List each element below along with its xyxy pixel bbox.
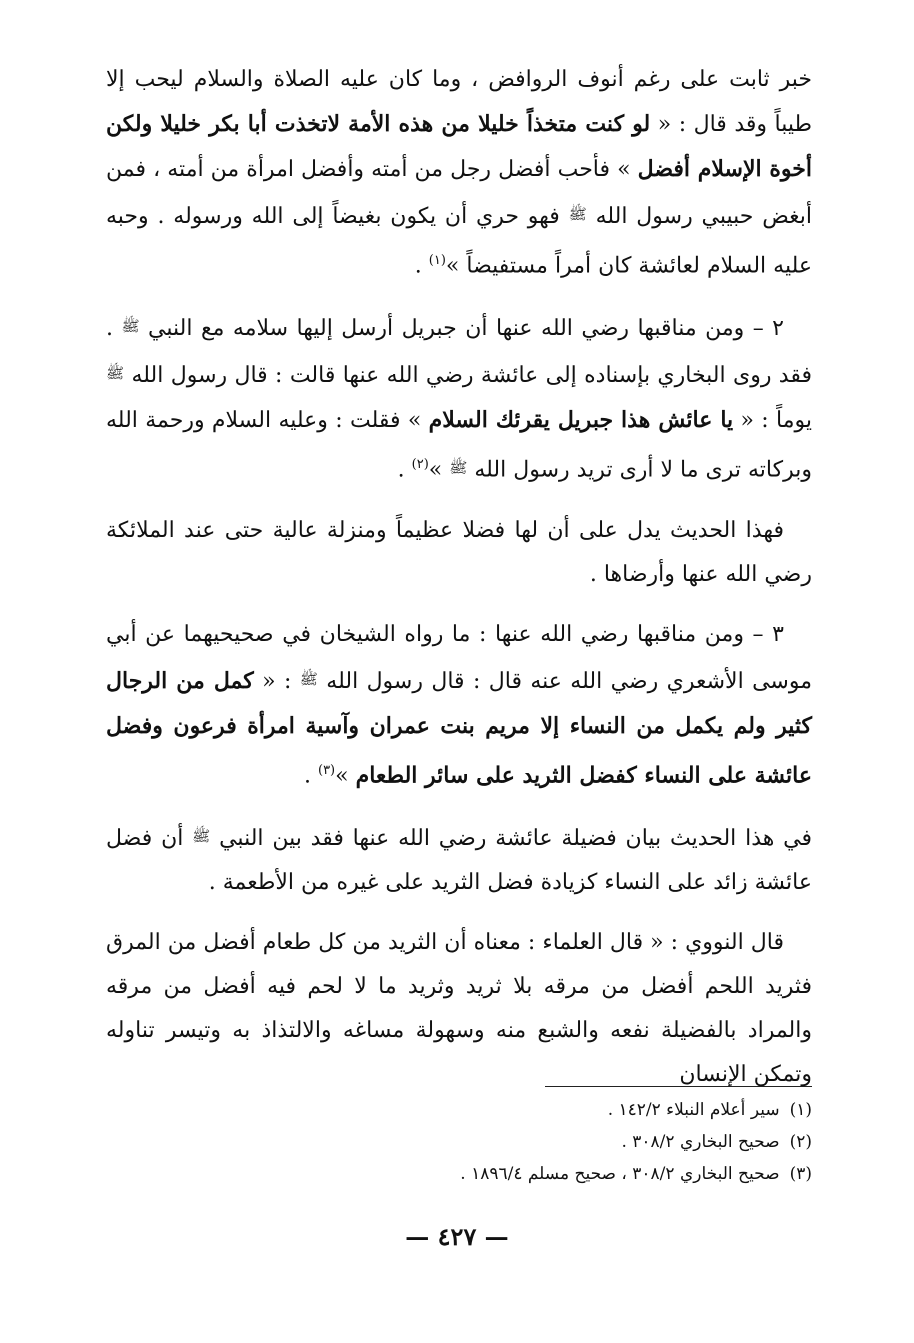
page-body	[106, 58, 812, 1097]
footnote-text: صحيح البخاري ٣٠٨/٢ ، صحيح مسلم ١٨٩٦/٤ .	[460, 1164, 780, 1184]
footnote-separator	[545, 1086, 812, 1087]
text: »	[428, 457, 450, 483]
footnotes	[300, 1094, 812, 1190]
text: يوماً : «	[733, 408, 813, 434]
text: .	[303, 762, 318, 788]
salawat-ligature: ﷺ	[121, 317, 140, 336]
footnote-text: صحيح البخاري ٣٠٨/٢ .	[621, 1132, 780, 1152]
hadith-quote: لو كنت متخذاً خليلا من هذه الأمة لاتخذت أبا بكر خليلا ولكن أخوة الإسلام أفضل	[106, 111, 812, 182]
footnote-text: سير أعلام النبلاء ١٤٢/٢ .	[607, 1100, 780, 1120]
hadith-quote: كمل من الرجال كثير ولم يكمل من النساء إلا مريم بنت عمران وآسية امرأة فرعون وفضل عائشة على النساء كفضل الثريد على سائر الطعام	[106, 667, 812, 788]
footnote-ref: (٣)	[317, 762, 336, 778]
footnote-1	[300, 1094, 812, 1126]
salawat-ligature: ﷺ	[192, 826, 211, 845]
salawat-ligature: ﷺ	[568, 205, 587, 223]
text: » فأحب أفضل رجل من أمته وأفضل امرأة من أمته ، فمن أبغض حبيبي رسول الله	[106, 157, 812, 229]
footnote-number: (١)	[789, 1100, 812, 1120]
paragraph-2	[106, 304, 812, 492]
text: ٣ – ومن مناقبها رضي الله عنها : ما رواه الشيخان في صحيحيهما عن أبي موسى الأشعري رضي الله عنه قال : قال رسول الله	[106, 621, 812, 694]
footnote-number: (٢)	[789, 1132, 812, 1152]
text: فهو حري أن يكون بغيضاً إلى الله ورسوله . وحبه عليه السلام لعائشة كان أمراً مستفيضاً »	[106, 204, 812, 279]
text: » فقلت : وعليه السلام ورحمة الله وبركاته ترى ما لا أرى تريد رسول الله	[106, 408, 812, 483]
hadith-quote: يا عائش هذا جبريل يقرئك السلام	[428, 407, 734, 434]
footnote-number: (٣)	[789, 1164, 812, 1184]
text: .	[414, 253, 429, 279]
text: في هذا الحديث بيان فضيلة عائشة رضي الله عنها فقد بين النبي	[210, 825, 813, 851]
footnote-2	[300, 1126, 812, 1158]
page-number: — ٤٢٧ —	[405, 1222, 509, 1251]
text: . فقد روى البخاري بإسناده إلى عائشة رضي الله عنها قالت : قال رسول الله	[106, 316, 812, 389]
salawat-ligature: ﷺ	[106, 364, 125, 383]
paragraph-5	[106, 814, 812, 905]
salawat-ligature: ﷺ	[449, 458, 468, 477]
text: : «	[253, 668, 300, 694]
text: خبر ثابت على رغم أنوف الروافض ، وما كان عليه الصلاة والسلام ليحب إلا طيباً وقد قال : «	[106, 67, 812, 137]
footnote-ref: (٢)	[411, 457, 429, 473]
text: »	[335, 762, 356, 788]
paragraph-4	[106, 613, 812, 798]
paragraph-3: فهذا الحديث يدل على أن لها فضلا عظيماً ومنزلة عالية حتى عند الملائكة رضي الله عنها وأرضاها .	[106, 517, 812, 587]
footnote-3	[300, 1158, 812, 1190]
footnote-ref: (١)	[428, 253, 446, 268]
text: .	[397, 457, 412, 483]
text: أن فضل عائشة زائد على النساء كزيادة فضل الثريد على غيره من الأطعمة .	[106, 825, 812, 895]
salawat-ligature: ﷺ	[299, 669, 318, 688]
paragraph-1	[106, 58, 812, 288]
text: ٢ – ومن مناقبها رضي الله عنها أن جبريل أرسل إليها سلامه مع النبي	[139, 316, 784, 342]
paragraph-6: قال النووي : « قال العلماء : معناه أن الثريد من كل طعام أفضل من المرق فثريد اللحم أفضل من مرقه بلا ثريد وثريد ما لا لحم فيه أفضل من مرقه والمراد بالفضيلة نفعه والشبع منه وسهولة مساغه والالتذاذ به وتيسر تناوله وتمكن الإنسان	[106, 929, 812, 1087]
